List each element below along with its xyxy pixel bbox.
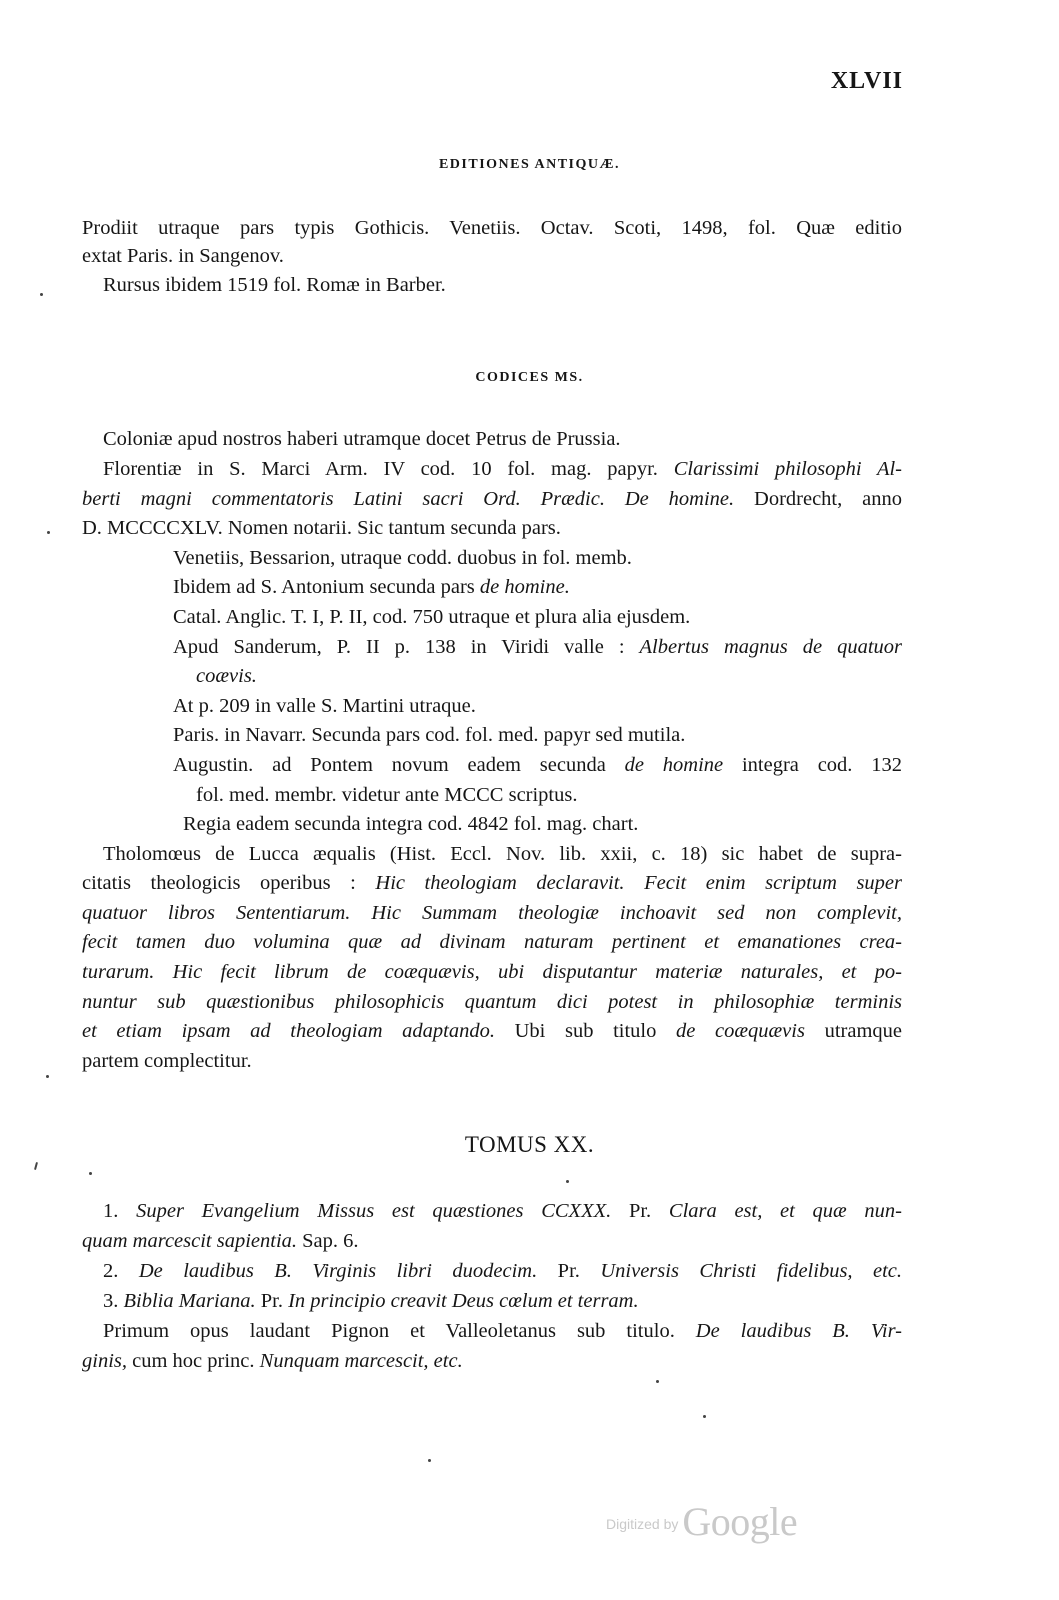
page-number: XLVII — [830, 68, 903, 94]
codices-line: At p. 209 in valle S. Martini utraque. — [173, 695, 476, 717]
scan-speck — [656, 1380, 659, 1383]
codices-line: Paris. in Navarr. Secunda pars cod. fol. med. papyr sed mutila. — [173, 724, 686, 746]
codices-line: Apud Sanderum, P. II p. 138 in Viridi valle : Albertus magnus de quatuor — [173, 636, 902, 658]
tomus-paragraph: Primum opus laudant Pignon et Valleoletanus sub titulo. De laudibus B. Vir- — [103, 1320, 902, 1342]
codices-line: nuntur sub quæstionibus philosophicis quantum dici potest in philosophiæ terminis — [82, 991, 902, 1013]
codices-line: coævis. — [196, 665, 257, 687]
codices-line: Florentiæ in S. Marci Arm. IV cod. 10 fol. mag. papyr. Clarissimi philosophi Al- — [103, 458, 902, 480]
codices-line: Augustin. ad Pontem novum eadem secunda de homine integra cod. 132 — [173, 754, 902, 776]
codices-line: partem complectitur. — [82, 1050, 252, 1072]
digitized-by-google-watermark — [606, 1498, 797, 1545]
tomus-heading: TOMUS XX. — [464, 1132, 595, 1157]
scan-speck — [566, 1180, 569, 1183]
codices-line: et etiam ipsam ad theologiam adaptando. Ubi sub titulo de coæquævis utramque — [82, 1020, 902, 1042]
scan-speck — [34, 1162, 38, 1170]
editiones-line: extat Paris. in Sangenov. — [82, 245, 284, 267]
google-logo: Google — [682, 1499, 798, 1544]
codices-line: Coloniæ apud nostros haberi utramque docet Petrus de Prussia. — [103, 428, 621, 450]
codices-line: Venetiis, Bessarion, utraque codd. duobus in fol. memb. — [173, 547, 632, 569]
tomus-entry: 3. Biblia Mariana. Pr. In principio creavit Deus cœlum et terram. — [103, 1290, 639, 1312]
codices-line: fol. med. membr. videtur ante MCCC scriptus. — [196, 784, 578, 806]
codices-line: citatis theologicis operibus : Hic theologiam declaravit. Fecit enim scriptum super — [82, 872, 902, 894]
digitized-by-text: Digitized by — [606, 1516, 679, 1532]
codices-heading: CODICES MS. — [475, 370, 584, 385]
codices-line: Tholomœus de Lucca æqualis (Hist. Eccl. Nov. lib. xxii, c. 18) sic habet de supra- — [103, 843, 902, 865]
tomus-paragraph: ginis, cum hoc princ. Nunquam marcescit, etc. — [82, 1350, 463, 1372]
codices-line: Regia eadem secunda integra cod. 4842 fol. mag. chart. — [183, 813, 639, 835]
scan-speck — [47, 531, 50, 534]
scan-speck — [40, 293, 43, 296]
scan-speck — [46, 1075, 49, 1078]
codices-line: D. MCCCCXLV. Nomen notarii. Sic tantum secunda pars. — [82, 517, 561, 539]
tomus-entry: 1. Super Evangelium Missus est quæstiones CCXXX. Pr. Clara est, et quæ nun- — [103, 1200, 902, 1222]
codices-line: Catal. Anglic. T. I, P. II, cod. 750 utraque et plura alia ejusdem. — [173, 606, 691, 628]
scan-speck — [428, 1459, 431, 1462]
tomus-entry: 2. De laudibus B. Virginis libri duodecim. Pr. Universis Christi fidelibus, etc. — [103, 1260, 903, 1282]
codices-line: turarum. Hic fecit librum de coæquævis, ubi disputantur materiæ naturales, et po- — [82, 961, 902, 983]
codices-line: quatuor libros Sententiarum. Hic Summam theologiæ inchoavit sed non complevit, — [82, 902, 902, 924]
editiones-line: Rursus ibidem 1519 fol. Romæ in Barber. — [103, 274, 446, 296]
codices-line: berti magni commentatoris Latini sacri Ord. Prædic. De homine. Dordrecht, anno — [82, 488, 902, 510]
codices-line: Ibidem ad S. Antonium secunda pars de homine. — [173, 576, 570, 598]
editiones-heading: EDITIONES ANTIQUÆ. — [438, 157, 621, 172]
codices-line: fecit tamen duo volumina quæ ad divinam naturam pertinent et emanationes crea- — [82, 931, 902, 953]
tomus-entry: quam marcescit sapientia. Sap. 6. — [82, 1230, 359, 1252]
scan-speck — [89, 1172, 92, 1175]
editiones-line: Prodiit utraque pars typis Gothicis. Venetiis. Octav. Scoti, 1498, fol. Quæ editio — [82, 217, 902, 239]
scan-speck — [703, 1415, 706, 1418]
